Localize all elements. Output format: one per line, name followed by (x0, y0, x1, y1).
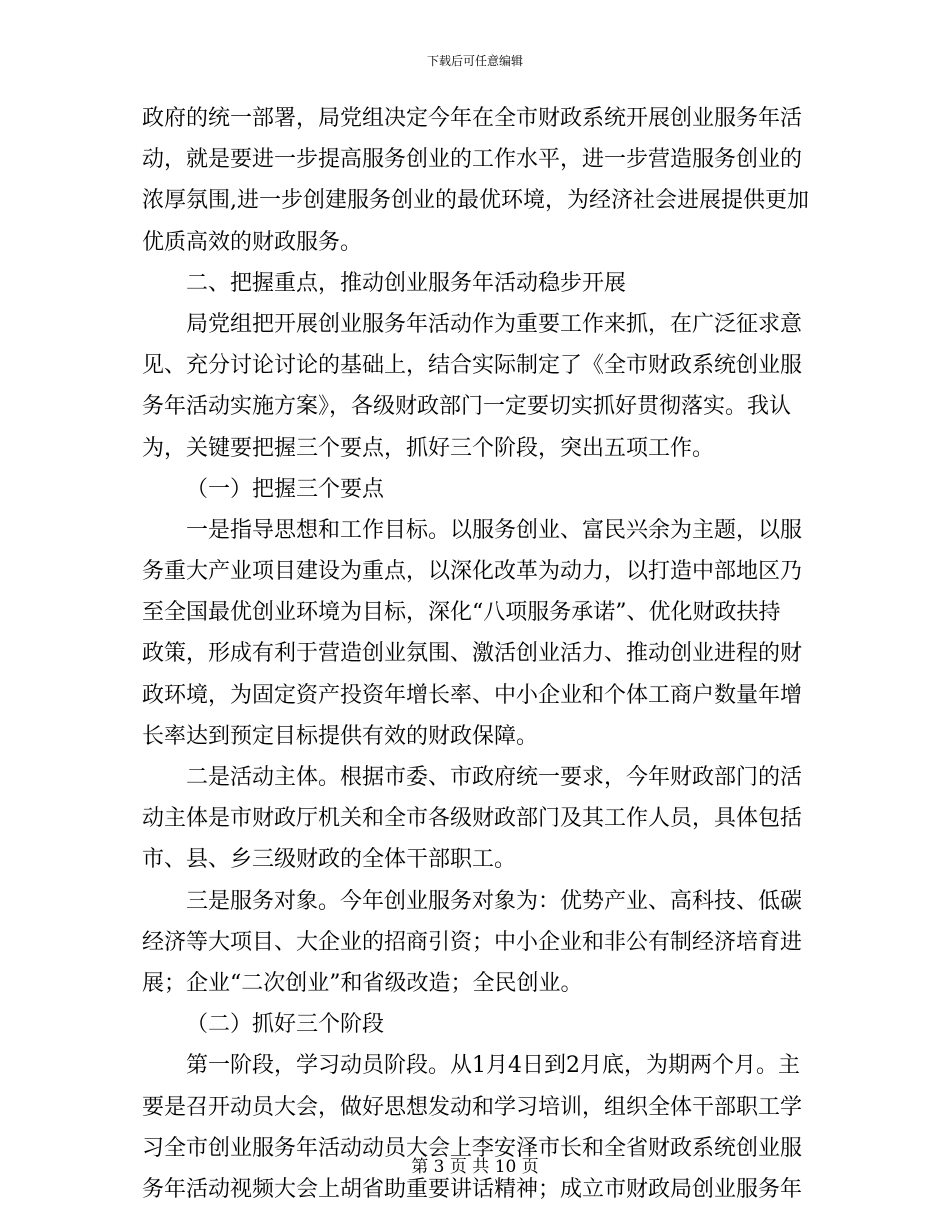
body-line: 动主体是市财政厅机关和全市各级财政部门及其工作人员，具体包括 (142, 806, 803, 832)
body-line: 务重大产业项目建设为重点，以深化改革为动力，以打造中部地区乃 (142, 559, 803, 585)
body-line: 见、充分讨论讨论的基础上，结合实际制定了《全市财政系统创业服 (142, 353, 803, 379)
body-line: 要是召开动员大会，做好思想发动和学习培训，组织全体干部职工学 (142, 1094, 803, 1120)
body-line: 浓厚氛围,进一步创建服务创业的最优环境，为经济社会进展提供更加 (142, 188, 809, 214)
page-header-note: 下载后可任意编辑 (426, 54, 523, 68)
body-line: 三是服务对象。今年创业服务对象为：优势产业、高科技、低碳 (186, 888, 803, 914)
subsection-heading: （一）把握三个要点 (186, 476, 385, 502)
body-line: 市、县、乡三级财政的全体干部职工。 (142, 847, 517, 873)
body-line: 习全市创业服务年活动动员大会上李安泽市长和全省财政系统创业服 (142, 1135, 803, 1161)
body-line: 长率达到预定目标提供有效的财政保障。 (142, 723, 539, 749)
body-line: 为，关键要把握三个要点，抓好三个阶段，突出五项工作。 (142, 435, 715, 461)
subsection-heading: （二）抓好三个阶段 (186, 1012, 385, 1038)
body-line: 动，就是要进一步提高服务创业的工作水平，进一步营造服务创业的 (142, 147, 803, 173)
body-line: 一是指导思想和工作目标。以服务创业、富民兴余为主题，以服 (186, 517, 803, 543)
body-line: 政府的统一部署，局党组决定今年在全市财政系统开展创业服务年活 (142, 106, 803, 131)
body-line: 至全国最优创业环境为目标，深化“八项服务承诺”、优化财政扶持 (142, 600, 781, 626)
section-heading: 二、把握重点，推动创业服务年活动稳步开展 (186, 270, 627, 296)
document-body (142, 98, 822, 1210)
body-line: 经济等大项目、大企业的招商引资；中小企业和非公有制经济培育进 (142, 929, 803, 955)
body-line: 务年活动实施方案》，各级财政部门一定要切实抓好贯彻落实。我认 (142, 394, 792, 420)
body-line: 优质高效的财政服务。 (142, 229, 363, 255)
body-line: 局党组把开展创业服务年活动作为重要工作来抓，在广泛征求意 (186, 311, 803, 337)
page-number: 第 3 页 共 10 页 (411, 1157, 539, 1177)
body-line: 政策，形成有利于营造创业氛围、激活创业活力、推动创业进程的财 (142, 641, 803, 667)
body-line: 第一阶段，学习动员阶段。从1月4日到2月底，为期两个月。主 (186, 1053, 800, 1079)
body-line: 展；企业“二次创业”和省级改造；全民创业。 (142, 970, 583, 996)
body-line: 政环境，为固定资产投资年增长率、中小企业和个体工商户数量年增 (142, 682, 803, 708)
body-line: 二是活动主体。根据市委、市政府统一要求，今年财政部门的活 (186, 765, 803, 790)
body-line: 务年活动视频大会上胡省助重要讲话精神；成立市财政局创业服务年 (142, 1176, 803, 1202)
